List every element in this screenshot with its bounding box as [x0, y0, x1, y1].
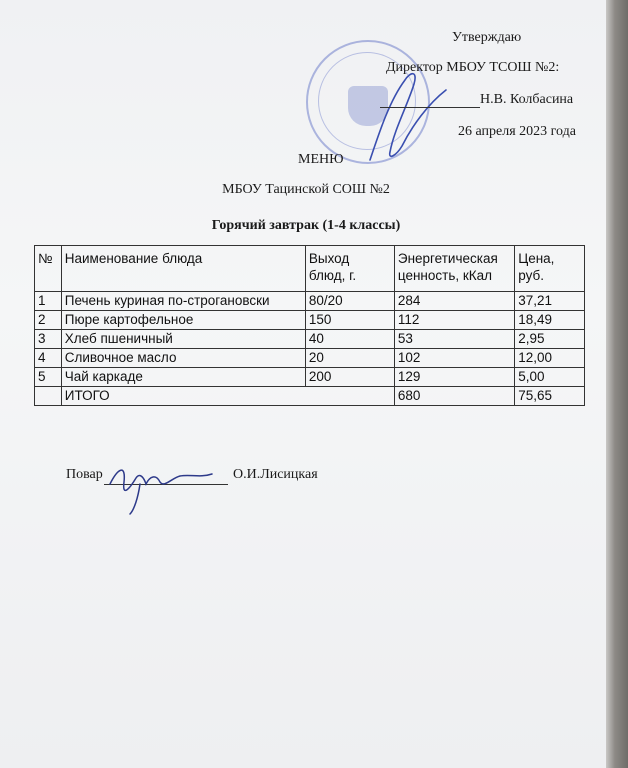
- cell-energy: 129: [394, 368, 514, 387]
- approval-date: 26 апреля 2023 года: [458, 124, 576, 139]
- table-header-row: [35, 246, 585, 292]
- cook-signature: [100, 448, 220, 518]
- cell-energy: 112: [394, 311, 514, 330]
- cell-energy: 53: [394, 330, 514, 349]
- header-output-line1: Выход: [308, 251, 350, 266]
- meal-title: Горячий завтрак (1-4 классы): [211, 218, 401, 233]
- cell-empty: [35, 387, 62, 406]
- header-output-line2: блюд, г.: [308, 268, 357, 283]
- cell-energy: 102: [394, 349, 514, 368]
- background-edge: [606, 0, 628, 768]
- cell-output: 80/20: [305, 292, 394, 311]
- cell-name: Чай каркаде: [61, 368, 305, 387]
- cell-price: 5,00: [515, 368, 585, 387]
- total-price: 75,65: [515, 387, 585, 406]
- header-energy-line2: ценность, кКал: [397, 268, 493, 283]
- cell-output: 40: [305, 330, 394, 349]
- cook-label: Повар: [66, 467, 103, 482]
- total-energy: 680: [394, 387, 514, 406]
- menu-table: [34, 245, 585, 406]
- director-line: Директор МБОУ ТСОШ №2:: [386, 60, 560, 75]
- total-label: ИТОГО: [61, 387, 394, 406]
- header-energy-line1: Энергетическая: [397, 251, 498, 266]
- cell-output: 20: [305, 349, 394, 368]
- cell-price: 18,49: [515, 311, 585, 330]
- cell-energy: 284: [394, 292, 514, 311]
- cell-price: 37,21: [515, 292, 585, 311]
- table-row: [35, 349, 585, 368]
- cook-name: О.И.Лисицкая: [233, 467, 318, 482]
- approve-label: Утверждаю: [452, 30, 522, 45]
- cell-num: 4: [35, 349, 62, 368]
- header-name: Наименование блюда: [61, 246, 305, 292]
- table-row: [35, 330, 585, 349]
- director-name: Н.В. Колбасина: [480, 92, 574, 107]
- header-energy: [394, 246, 514, 292]
- table-row: [35, 311, 585, 330]
- cell-name: Пюре картофельное: [61, 311, 305, 330]
- cell-name: Сливочное масло: [61, 349, 305, 368]
- director-signature: [350, 60, 460, 170]
- cell-name: Хлеб пшеничный: [61, 330, 305, 349]
- cell-num: 3: [35, 330, 62, 349]
- header-price: Цена, руб.: [515, 246, 585, 292]
- table-total-row: [35, 387, 585, 406]
- cell-output: 200: [305, 368, 394, 387]
- cell-num: 5: [35, 368, 62, 387]
- cell-num: 1: [35, 292, 62, 311]
- cell-output: 150: [305, 311, 394, 330]
- header-output: [305, 246, 394, 292]
- cell-price: 2,95: [515, 330, 585, 349]
- cell-num: 2: [35, 311, 62, 330]
- header-num: №: [35, 246, 62, 292]
- menu-title: МЕНЮ: [298, 152, 344, 167]
- table-row: [35, 292, 585, 311]
- cell-price: 12,00: [515, 349, 585, 368]
- school-title: МБОУ Тацинской СОШ №2: [222, 182, 390, 197]
- table-row: [35, 368, 585, 387]
- cell-name: Печень куриная по-строгановски: [61, 292, 305, 311]
- signature-underline: [380, 107, 480, 108]
